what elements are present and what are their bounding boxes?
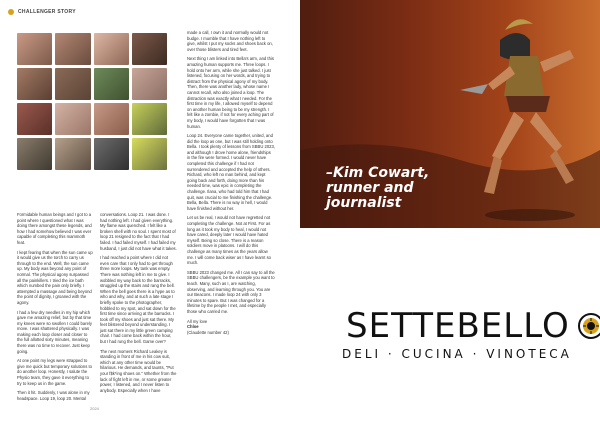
article-column-1 — [17, 212, 93, 405]
paragraph: Then it hit. Suddenly, I was alone in my headspace. Loop 19, loop 20. Mental — [17, 390, 90, 401]
signoff-line: All my love — [187, 318, 208, 324]
photo — [55, 138, 90, 170]
pull-quote — [326, 166, 429, 211]
paragraph: I had reached a point where I did not even care that I only had to get through three more loops. My tank was empty. There was nothing left in me to give. I wobbled my way back to the barracks, struggled up the stairs and rang the bell. When the bell goes there is a hype as to who and why, and at such a late stage I briefly spoke to the photographer, hobbled to my spot, and sat down for the first time since arriving at the barracks. I took off my shoes and just sat there. My feet blistered beyond understanding. I just sat there in my little green camping chair. I had come back within the hour, but I had rung the bell. Game over? — [100, 255, 176, 345]
photo — [132, 33, 167, 65]
paragraph: I had a few dry needles in my hip which gave me amazing relief, but by that time my knees were so swollen I could barely move. I was shattered physically. I was making each loop closer and closer to the full allotted sixty minutes, meaning there was no time to recover. Just keep going. — [17, 309, 92, 354]
photo — [55, 68, 90, 100]
paragraph: The next moment Richard Leakey is standing in front of me in his cow suit, which at any other time would be hilarious. He demands, and taunts, "Put your f$k*ing shoes on." Whether from the lack of fight left in me, or some greater power, I listened, and I never listen to anybody. Especially when I have — [100, 348, 177, 393]
paragraph: Let us be real, I would not have regretted not completing the challenge. Not at First. For as long as it took my body to heal, I would not have cared, deeply later I would have hated myself. Being so close. There is a reason soldiers move in platoons. I will do this challenge as many times as the years allow me. I will come back wiser as I have learnt so much. — [187, 215, 272, 266]
settebello-ad — [346, 306, 600, 346]
photo — [17, 103, 52, 135]
photo — [94, 68, 129, 100]
photo-collage — [17, 33, 167, 170]
kicker-text: CHALLENGER STORY — [18, 9, 76, 15]
photo — [55, 33, 90, 65]
paragraph: I kept fearing that when the sun came up it would give us the torch to carry us through to the end. Well, the sun came up. My body was beyond any point of normal. The physical agony surpassed all the painkillers. I tried the ice bath which numbed the pain only briefly. I attempted a massage and being beyond the point of dignity, I groaned with the agony. — [17, 249, 93, 305]
photo — [132, 103, 167, 135]
badge-icon — [8, 9, 14, 15]
quote-line: runner and — [326, 180, 414, 196]
quote-line: journalist — [326, 195, 402, 211]
article-column-3 — [187, 30, 275, 335]
paragraph: At one point my legs were strapped to give me quick but temporary solutions to do another loop. Honestly, I salute the Physio team, they gave it everything to try to keep us in the game. — [17, 358, 92, 386]
brand-tagline: DELI · CUCINA · VINOTECA — [342, 347, 572, 361]
photo — [132, 138, 167, 170]
paragraph: conversations. Loop 21. I was done. I had nothing left. I had given everything. My flame was quenched. I felt like a broken shell with no soul. I spent most of loop 21 resigned to the fact that I had failed. I had failed myself. I had failed my husband, I just did not have what it takes. — [100, 212, 177, 251]
sun-emblem-icon — [578, 313, 600, 339]
article-column-2 — [100, 212, 177, 397]
right-page — [300, 0, 600, 424]
photo — [94, 138, 129, 170]
photo — [17, 33, 52, 65]
quote-line: –Kim Cowart, — [326, 165, 430, 181]
paragraph: Loop 24. Everyone came together, united, and did the loop as one, but I was still holding onto Bella. I took plenty of lessons from SBBU 2023, and although I drove home alone, friendships in the fire were formed. I would never have completed this challenge if I had not surrendered and accepted the help of others. Richard, who left no man behind, and kept going back and forth, doing more than his needed time, was epic in completing the challenge. Ilana, who had told him that I had quit, was crucial to me finishing the challenge. Bella, Bella. There is no way in hell, I would have finished without her. — [187, 133, 275, 211]
paragraph: Next thing I am linked into Bella's arm, and this amazing human supports me. Three loops. I hold onto her arm, while she just talked. I just listened, focusing on her words, and trying to distract from the physical agony of my body. Then, there was another lady, whose name I cannot recall, who also joined a loop. The distraction was exactly what I needed. For the first time in my life, I allowed myself to depend on another human being to be my strength. I felt like a zombie, if not for every aching part of my body, I would have forgotten that I was human. — [187, 56, 274, 129]
paragraph: SBBU 2023 changed me. All I can say to all the SBBU challengers, be the example you want to teach. Many, such as I, are watching, observing, and learning through you. You are our Beacons. I made loop 24 with only 3 minutes to spare. But I was changed for a lifetime by the people I met, and especially those who carried me. — [187, 269, 275, 314]
page-number: 2024 — [90, 406, 99, 411]
photo — [94, 103, 129, 135]
photo — [17, 138, 52, 170]
paragraph: made a call, I own it and normally would not budge. I mumble that I have nothing left to give, whilst I put my socks and shoes back on, over those blisters and tired feet. — [187, 30, 273, 52]
brand-name: SETTEBELLO — [346, 306, 570, 346]
photo — [94, 33, 129, 65]
section-kicker — [8, 9, 76, 15]
photo — [132, 68, 167, 100]
signoff-name: Chloe — [187, 324, 199, 330]
signoff-note: (Claudette number 42) — [187, 329, 229, 335]
photo — [55, 103, 90, 135]
paragraph: Formidable human beings and I got to a point where I questioned what I was doing there amongst these legends, and how I had somehow believed I was ever capable of completing this mammoth feat. — [17, 212, 92, 245]
photo — [17, 68, 52, 100]
